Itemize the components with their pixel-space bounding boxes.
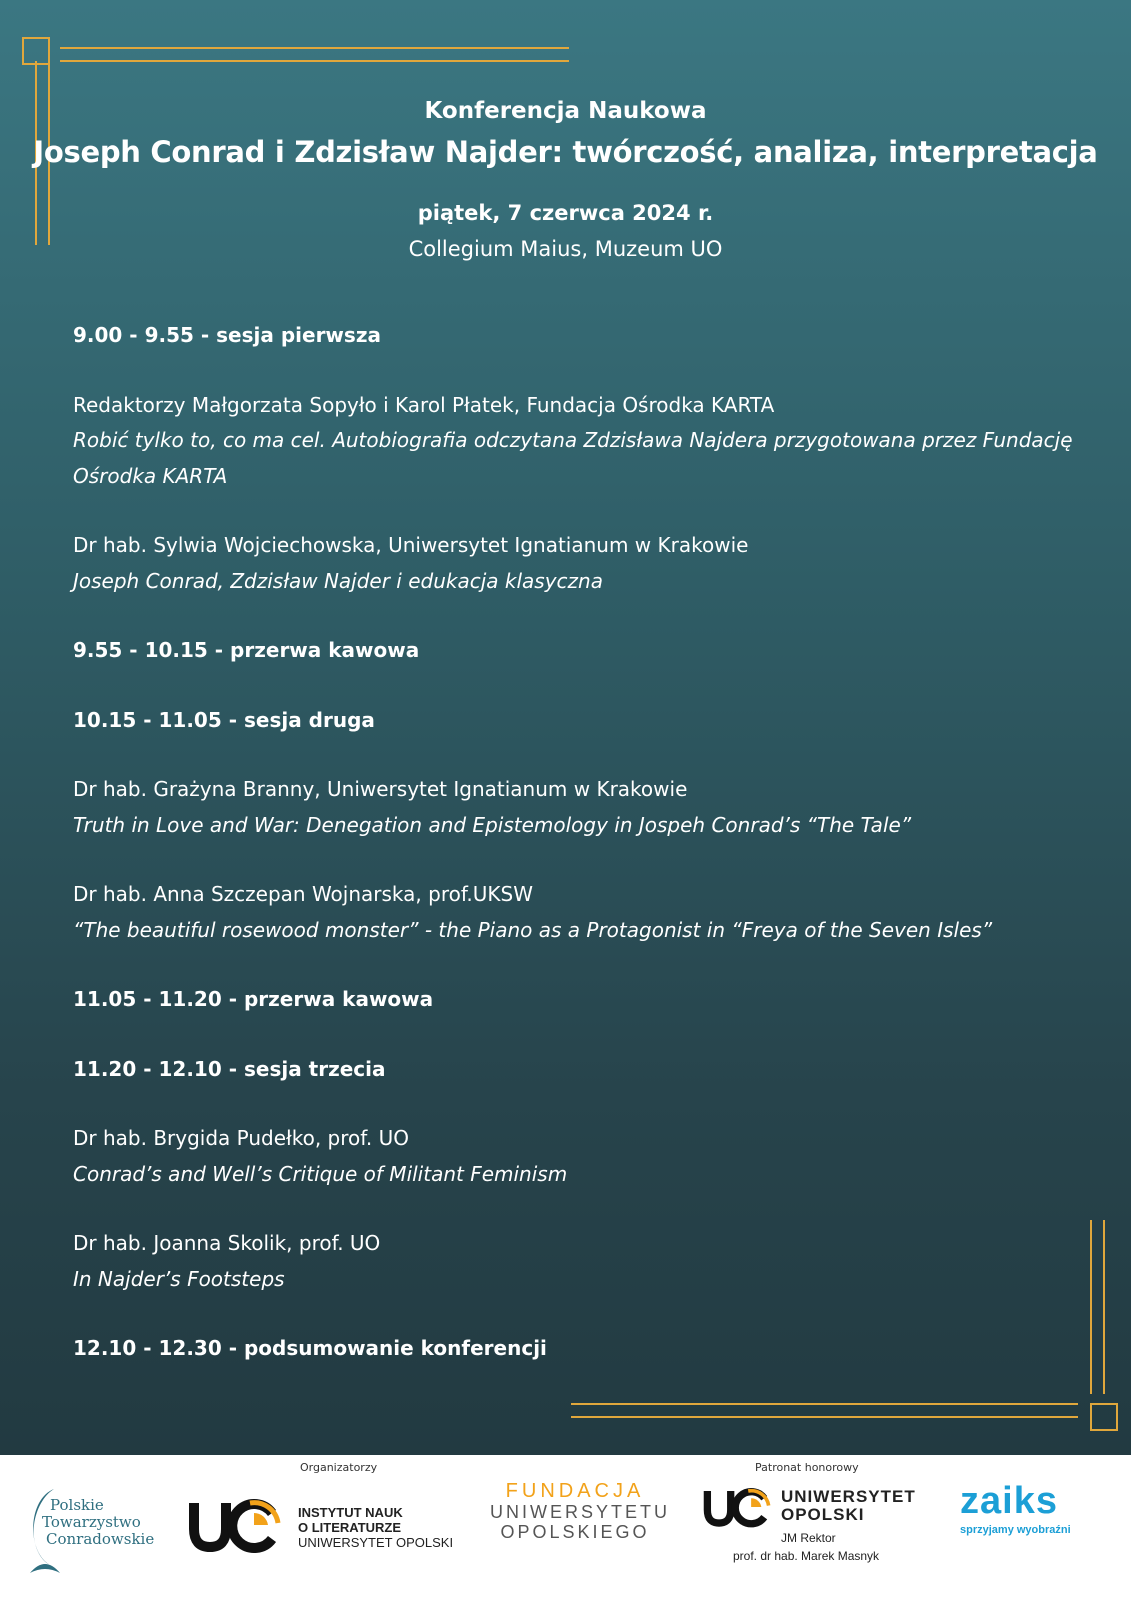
uo-patronage	[703, 1483, 943, 1598]
uo-line: OPOLSKI	[781, 1505, 865, 1524]
talk-speaker: Dr hab. Sylwia Wojciechowska, Uniwersytet Ignatianum w Krakowie	[73, 533, 749, 557]
inl-line: INSTYTUT NAUK	[298, 1505, 403, 1520]
inl-line: UNIWERSYTET OPOLSKI	[298, 1535, 454, 1550]
conference-title: Joseph Conrad i Zdzisław Najder: twórczość, analiza, interpretacja	[33, 135, 1098, 169]
frame-corner-square	[1090, 1403, 1118, 1431]
organizers-label: Organizatorzy	[300, 1461, 378, 1474]
talk-title: Truth in Love and War: Denegation and Epistemology in Jospeh Conrad’s “The Tale”	[73, 812, 912, 837]
patronage-label: Patronat honorowy	[755, 1461, 859, 1474]
fundacja-line: FUNDACJA	[505, 1480, 645, 1502]
talk-speaker: Dr hab. Grażyna Branny, Uniwersytet Ignatianum w Krakowie	[73, 777, 688, 801]
program-talk	[73, 1226, 1083, 1297]
uo-logo-icon	[703, 1485, 773, 1529]
uo-rektor: JM Rektor	[781, 1531, 836, 1545]
program-break	[73, 982, 1083, 1018]
header	[0, 93, 1131, 267]
program-session	[73, 1052, 1083, 1088]
frame-top-line	[60, 47, 569, 49]
frame-bottom-line	[571, 1416, 1078, 1418]
fundacja-line: UNIWERSYTETU	[490, 1502, 670, 1522]
uo-logo-icon	[188, 1495, 284, 1555]
program-talk	[73, 1121, 1083, 1192]
program-closing	[73, 1331, 1083, 1367]
talk-title: “The beautiful rosewood monster” - the Piano as a Protagonist in “Freya of the Seven Isles”	[73, 917, 993, 942]
program-talk	[73, 877, 1083, 948]
zaiks-slogan: sprzyjamy wyobraźni	[960, 1524, 1071, 1536]
talk-speaker: Dr hab. Brygida Pudełko, prof. UO	[73, 1126, 409, 1150]
program-session	[73, 318, 1083, 354]
zaiks-logo	[960, 1479, 1110, 1559]
session-time: 10.15 - 11.05 - sesja druga	[73, 707, 375, 732]
frame-right-line	[1103, 1220, 1105, 1394]
zaiks-name: zaiks	[960, 1480, 1058, 1522]
talk-title: In Najder’s Footsteps	[73, 1266, 285, 1291]
talk-title: Robić tylko to, co ma cel. Autobiografia odczytana Zdzisława Najdera przygotowana przez Fundację Ośrodka KARTA	[73, 428, 1073, 488]
conference-date: piątek, 7 czerwca 2024 r.	[417, 201, 714, 225]
talk-speaker: Dr hab. Joanna Skolik, prof. UO	[73, 1231, 381, 1255]
program-session	[73, 703, 1083, 739]
conference-venue: Collegium Maius, Muzeum UO	[408, 237, 723, 261]
break-time: 9.55 - 10.15 - przerwa kawowa	[73, 638, 420, 662]
program-break	[73, 633, 1083, 669]
pto-line: Towarzystwo	[42, 1513, 141, 1531]
program-talk	[73, 528, 1083, 599]
footer	[0, 1455, 1131, 1600]
session-time: 11.20 - 12.10 - sesja trzecia	[73, 1056, 386, 1081]
talk-speaker: Dr hab. Anna Szczepan Wojnarska, prof.UKSW	[73, 882, 533, 906]
fundacja-logo	[490, 1480, 670, 1560]
frame-right-line	[1090, 1220, 1092, 1394]
talk-title: Joseph Conrad, Zdzisław Najder i edukacja klasyczna	[73, 568, 603, 593]
pto-line: Polskie	[50, 1496, 104, 1514]
break-time: 11.05 - 11.20 - przerwa kawowa	[73, 987, 434, 1011]
pto-logo	[20, 1485, 170, 1585]
program-talk	[73, 388, 1083, 495]
talk-title: Conrad’s and Well’s Critique of Militant Feminism	[73, 1161, 568, 1186]
inl-logo	[188, 1495, 468, 1565]
frame-bottom-line	[571, 1403, 1078, 1405]
talk-speaker: Redaktorzy Małgorzata Sopyło i Karol Płatek, Fundacja Ośrodka KARTA	[73, 392, 775, 417]
pto-line: Conradowskie	[46, 1530, 155, 1548]
program	[73, 318, 1083, 1401]
closing-time: 12.10 - 12.30 - podsumowanie konferencji	[73, 1336, 547, 1360]
uo-line: UNIWERSYTET	[781, 1487, 916, 1506]
uo-rektor-name: prof. dr hab. Marek Masnyk	[733, 1549, 880, 1563]
program-talk	[73, 772, 1083, 843]
frame-top-line	[60, 60, 569, 62]
fundacja-line: OPOLSKIEGO	[500, 1522, 650, 1542]
inl-line: O LITERATURZE	[298, 1520, 402, 1535]
conference-type: Konferencja Naukowa	[424, 98, 707, 124]
session-time: 9.00 - 9.55 - sesja pierwsza	[73, 323, 381, 347]
